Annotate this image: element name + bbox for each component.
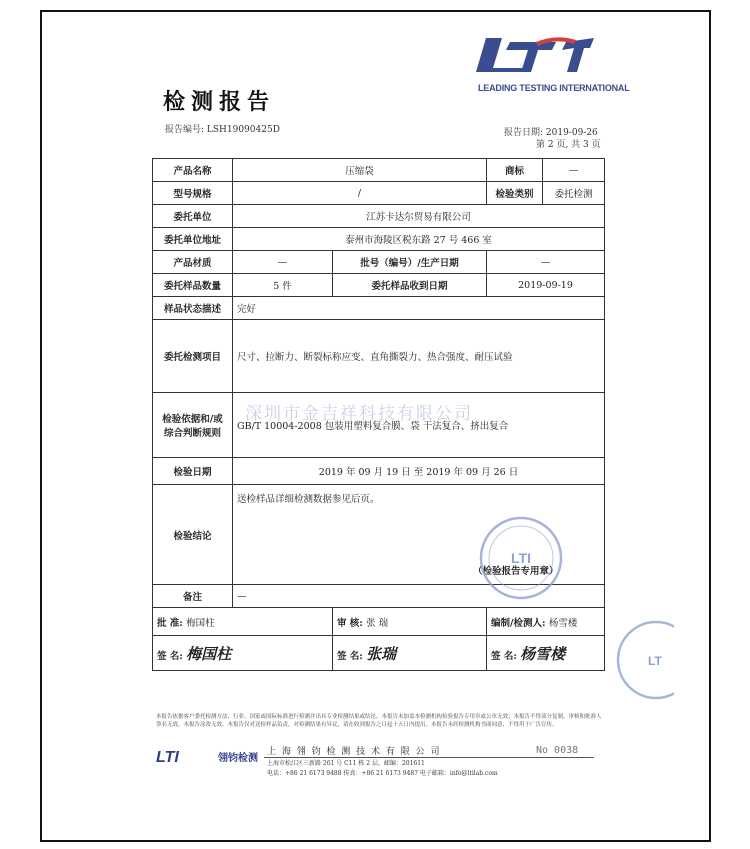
quantity: 5 件 bbox=[233, 274, 333, 297]
client-address-label: 委托单位地址 bbox=[153, 228, 233, 251]
report-number: 报告编号: LSH19090425D bbox=[165, 125, 280, 135]
footer-address: 上海市松江区三新路 261 号 C11 栋 2 层，邮编：201611 bbox=[267, 760, 425, 767]
signature-3: 杨雪楼 bbox=[520, 644, 566, 663]
sign-label-3: 签 名: bbox=[491, 650, 517, 662]
compiler-name: 杨雪楼 bbox=[548, 617, 578, 629]
approver-cell bbox=[153, 608, 333, 636]
model: / bbox=[233, 182, 487, 205]
approver-label: 批 准: bbox=[157, 617, 183, 629]
compiler-cell bbox=[487, 608, 605, 636]
client-label: 委托单位 bbox=[153, 205, 233, 228]
reviewer-label: 审 核: bbox=[337, 617, 363, 629]
footer-lti-logo bbox=[156, 747, 216, 765]
sign-cell-3 bbox=[487, 636, 605, 671]
quantity-label: 委托样品数量 bbox=[153, 274, 233, 297]
svg-text:LTI: LTI bbox=[156, 749, 179, 765]
compiler-label: 编制/检测人: bbox=[491, 617, 546, 629]
material: — bbox=[233, 251, 333, 274]
test-basis: GB/T 10004-2008 包装用塑料复合膜、袋 干法复合、挤出复合 bbox=[233, 393, 605, 458]
batch-label: 批号（编号）/生产日期 bbox=[333, 251, 487, 274]
test-basis-label-line2: 综合判断规则 bbox=[163, 428, 221, 439]
partial-seal-icon bbox=[614, 615, 674, 705]
test-basis-label-line1: 检验依据和/或 bbox=[162, 414, 223, 425]
official-seal-icon bbox=[478, 515, 564, 601]
page-title: 检测报告 bbox=[163, 89, 276, 115]
sign-label-1: 签 名: bbox=[157, 650, 183, 662]
serial-number: No 0038 bbox=[536, 745, 579, 756]
test-type-label: 检验类别 bbox=[487, 182, 543, 205]
test-date: 2019 年 09 月 19 日 至 2019 年 09 月 26 日 bbox=[233, 458, 605, 485]
reviewer-cell bbox=[333, 608, 487, 636]
signature-1: 梅国柱 bbox=[186, 644, 232, 663]
material-label: 产品材质 bbox=[153, 251, 233, 274]
test-basis-label bbox=[153, 393, 233, 458]
batch: — bbox=[487, 251, 605, 274]
test-items: 尺寸、拉断力、断裂标称应变、直角撕裂力、热合强度、耐压试验 bbox=[233, 320, 605, 393]
logo-subtitle: LEADING TESTING INTERNATIONAL bbox=[478, 83, 630, 93]
svg-text:LT: LT bbox=[648, 654, 662, 668]
model-label: 型号规格 bbox=[153, 182, 233, 205]
test-type: 委托检测 bbox=[543, 182, 605, 205]
svg-text:LTI: LTI bbox=[511, 550, 531, 566]
footer-company: 上 海 翎 钧 检 测 技 术 有 限 公 司 bbox=[267, 747, 441, 757]
product-name: 压缩袋 bbox=[233, 159, 487, 182]
footer-note: 本报告依据客户委托检测方法、行业、国家或国际标准进行检测并出具专业检测结果或结论。本报告未加盖本检测机构检验报告专用章或公章无效；本报告不得部分复制，审核和批准人签名无效，本报告涂改无效。本报告仅对送检样品负责，对检测结果有异议，请在收到报告之日起十五日内提出。本报告未经检测机构书面同意，不得用于广告宣传。 bbox=[156, 714, 602, 728]
sample-state: 完好 bbox=[233, 297, 605, 320]
sample-state-label: 样品状态描述 bbox=[153, 297, 233, 320]
page-info: 第 2 页, 共 3 页 bbox=[536, 140, 601, 150]
reviewer-name: 张 瑞 bbox=[366, 617, 389, 629]
seal-caption: （检验报告专用章） bbox=[473, 566, 559, 577]
remark: — bbox=[233, 585, 605, 608]
trademark-label: 商标 bbox=[487, 159, 543, 182]
watermark-text: 深圳市金吉祥科技有限公司 bbox=[245, 404, 473, 424]
received-date: 2019-09-19 bbox=[487, 274, 605, 297]
footer-brand: 翎钧检测 bbox=[218, 753, 258, 764]
remark-label: 备注 bbox=[153, 585, 233, 608]
footer-contact: 电话：+86 21 6173 9488 传真：+86 21 6173 9487 电子邮箱：info@ltilab.com bbox=[267, 770, 498, 777]
report-date: 报告日期: 2019-09-26 bbox=[504, 128, 598, 138]
sign-label-2: 签 名: bbox=[337, 650, 363, 662]
sign-cell-2 bbox=[333, 636, 487, 671]
test-items-label: 委托检测项目 bbox=[153, 320, 233, 393]
test-date-label: 检验日期 bbox=[153, 458, 233, 485]
signature-2: 张瑞 bbox=[366, 644, 397, 663]
sign-cell-1 bbox=[153, 636, 333, 671]
conclusion: 送检样品详细检测数据参见后页。 bbox=[237, 494, 380, 505]
approver-name: 梅国柱 bbox=[186, 617, 215, 629]
client: 江苏卡达尔贸易有限公司 bbox=[233, 205, 605, 228]
trademark: — bbox=[543, 159, 605, 182]
conclusion-label: 检验结论 bbox=[153, 485, 233, 585]
client-address: 泰州市海陵区税东路 27 号 466 室 bbox=[233, 228, 605, 251]
product-name-label: 产品名称 bbox=[153, 159, 233, 182]
received-date-label: 委托样品收到日期 bbox=[333, 274, 487, 297]
lti-logo bbox=[476, 34, 606, 72]
